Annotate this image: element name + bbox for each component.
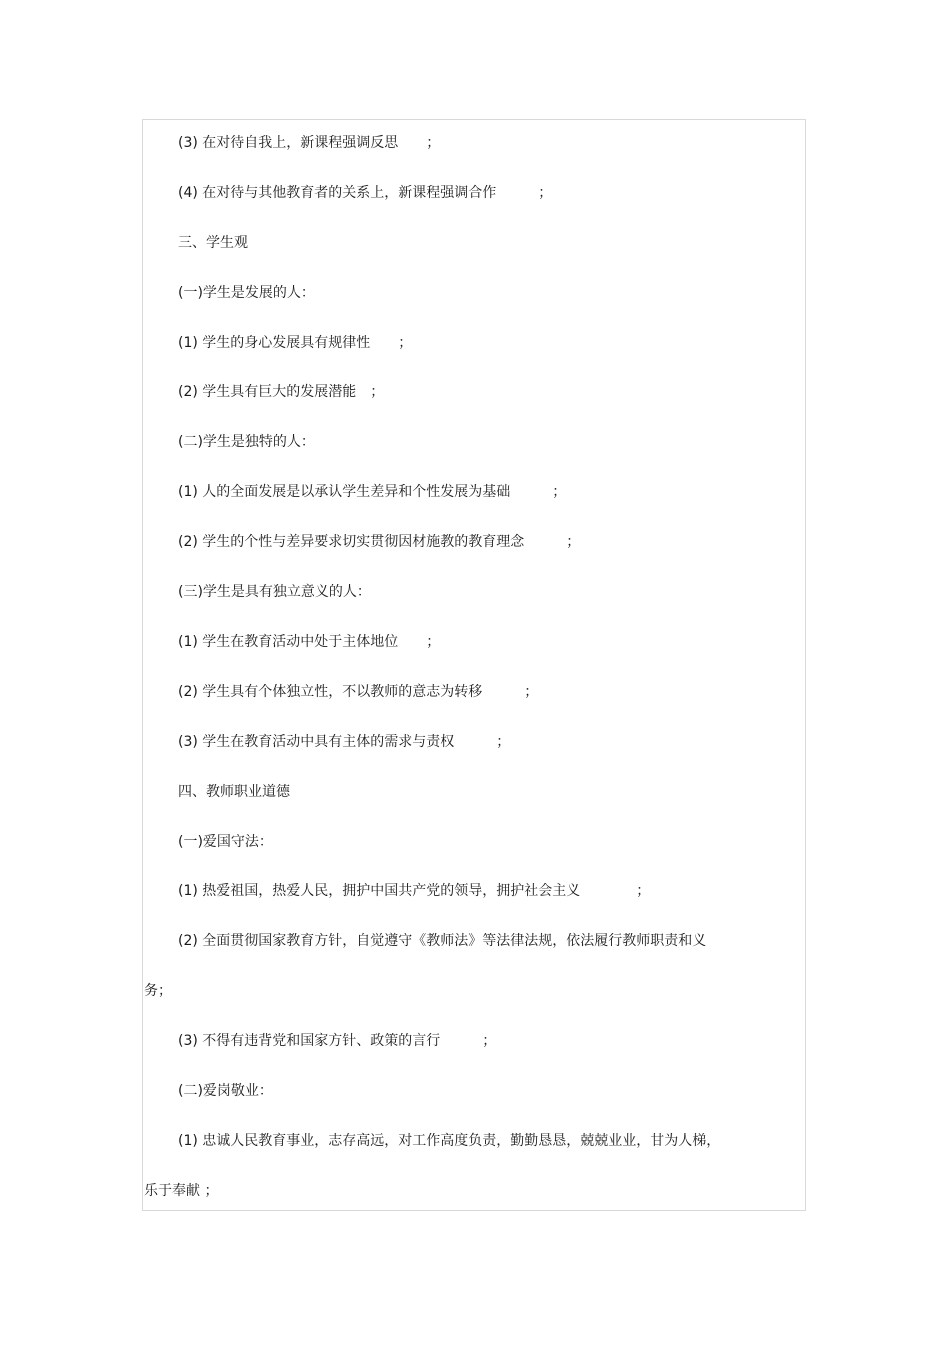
text-line: (1) 忠诚人民教育事业，志存高远，对工作高度负责，勤勤恳恳，兢兢业业，甘为人梯， [178,1133,721,1149]
text-line: (2) 学生具有巨大的发展潜能 ； [178,384,385,400]
text-line: (3) 在对待自我上，新课程强调反思 ； [178,135,441,151]
text-line: (2) 学生具有个体独立性，不以教师的意志为转移 ； [178,684,539,700]
subsection-heading: (三)学生是具有独立意义的人： [178,584,371,600]
section-heading: 四、教师职业道德 [178,784,290,800]
subsection-heading: (一)学生是发展的人： [178,285,315,301]
text-line: (1) 学生在教育活动中处于主体地位 ； [178,634,441,650]
text-line: (1) 热爱祖国，热爱人民，拥护中国共产党的领导，拥护社会主义 ； [178,883,651,899]
text-line: (1) 人的全面发展是以承认学生差异和个性发展为基础 ； [178,484,567,500]
subsection-heading: (二)爱岗敬业： [178,1083,273,1099]
subsection-heading: (一)爱国守法： [178,834,273,850]
text-line: (2) 全面贯彻国家教育方针，自觉遵守《教师法》等法律法规，依法履行教师职责和义 [178,933,707,949]
text-line: (3) 学生在教育活动中具有主体的需求与责权 ； [178,734,511,750]
subsection-heading: (二)学生是独特的人： [178,434,315,450]
text-line-continuation: 务； [144,983,172,999]
text-line: (2) 学生的个性与差异要求切实贯彻因材施教的教育理念 ； [178,534,581,550]
section-heading: 三、学生观 [178,235,248,251]
text-line: (1) 学生的身心发展具有规律性 ； [178,335,413,351]
text-line: (3) 不得有违背党和国家方针、政策的言行 ； [178,1033,497,1049]
text-line: (4) 在对待与其他教育者的关系上，新课程强调合作 ； [178,185,553,201]
text-line-continuation: 乐于奉献 ； [144,1183,219,1199]
